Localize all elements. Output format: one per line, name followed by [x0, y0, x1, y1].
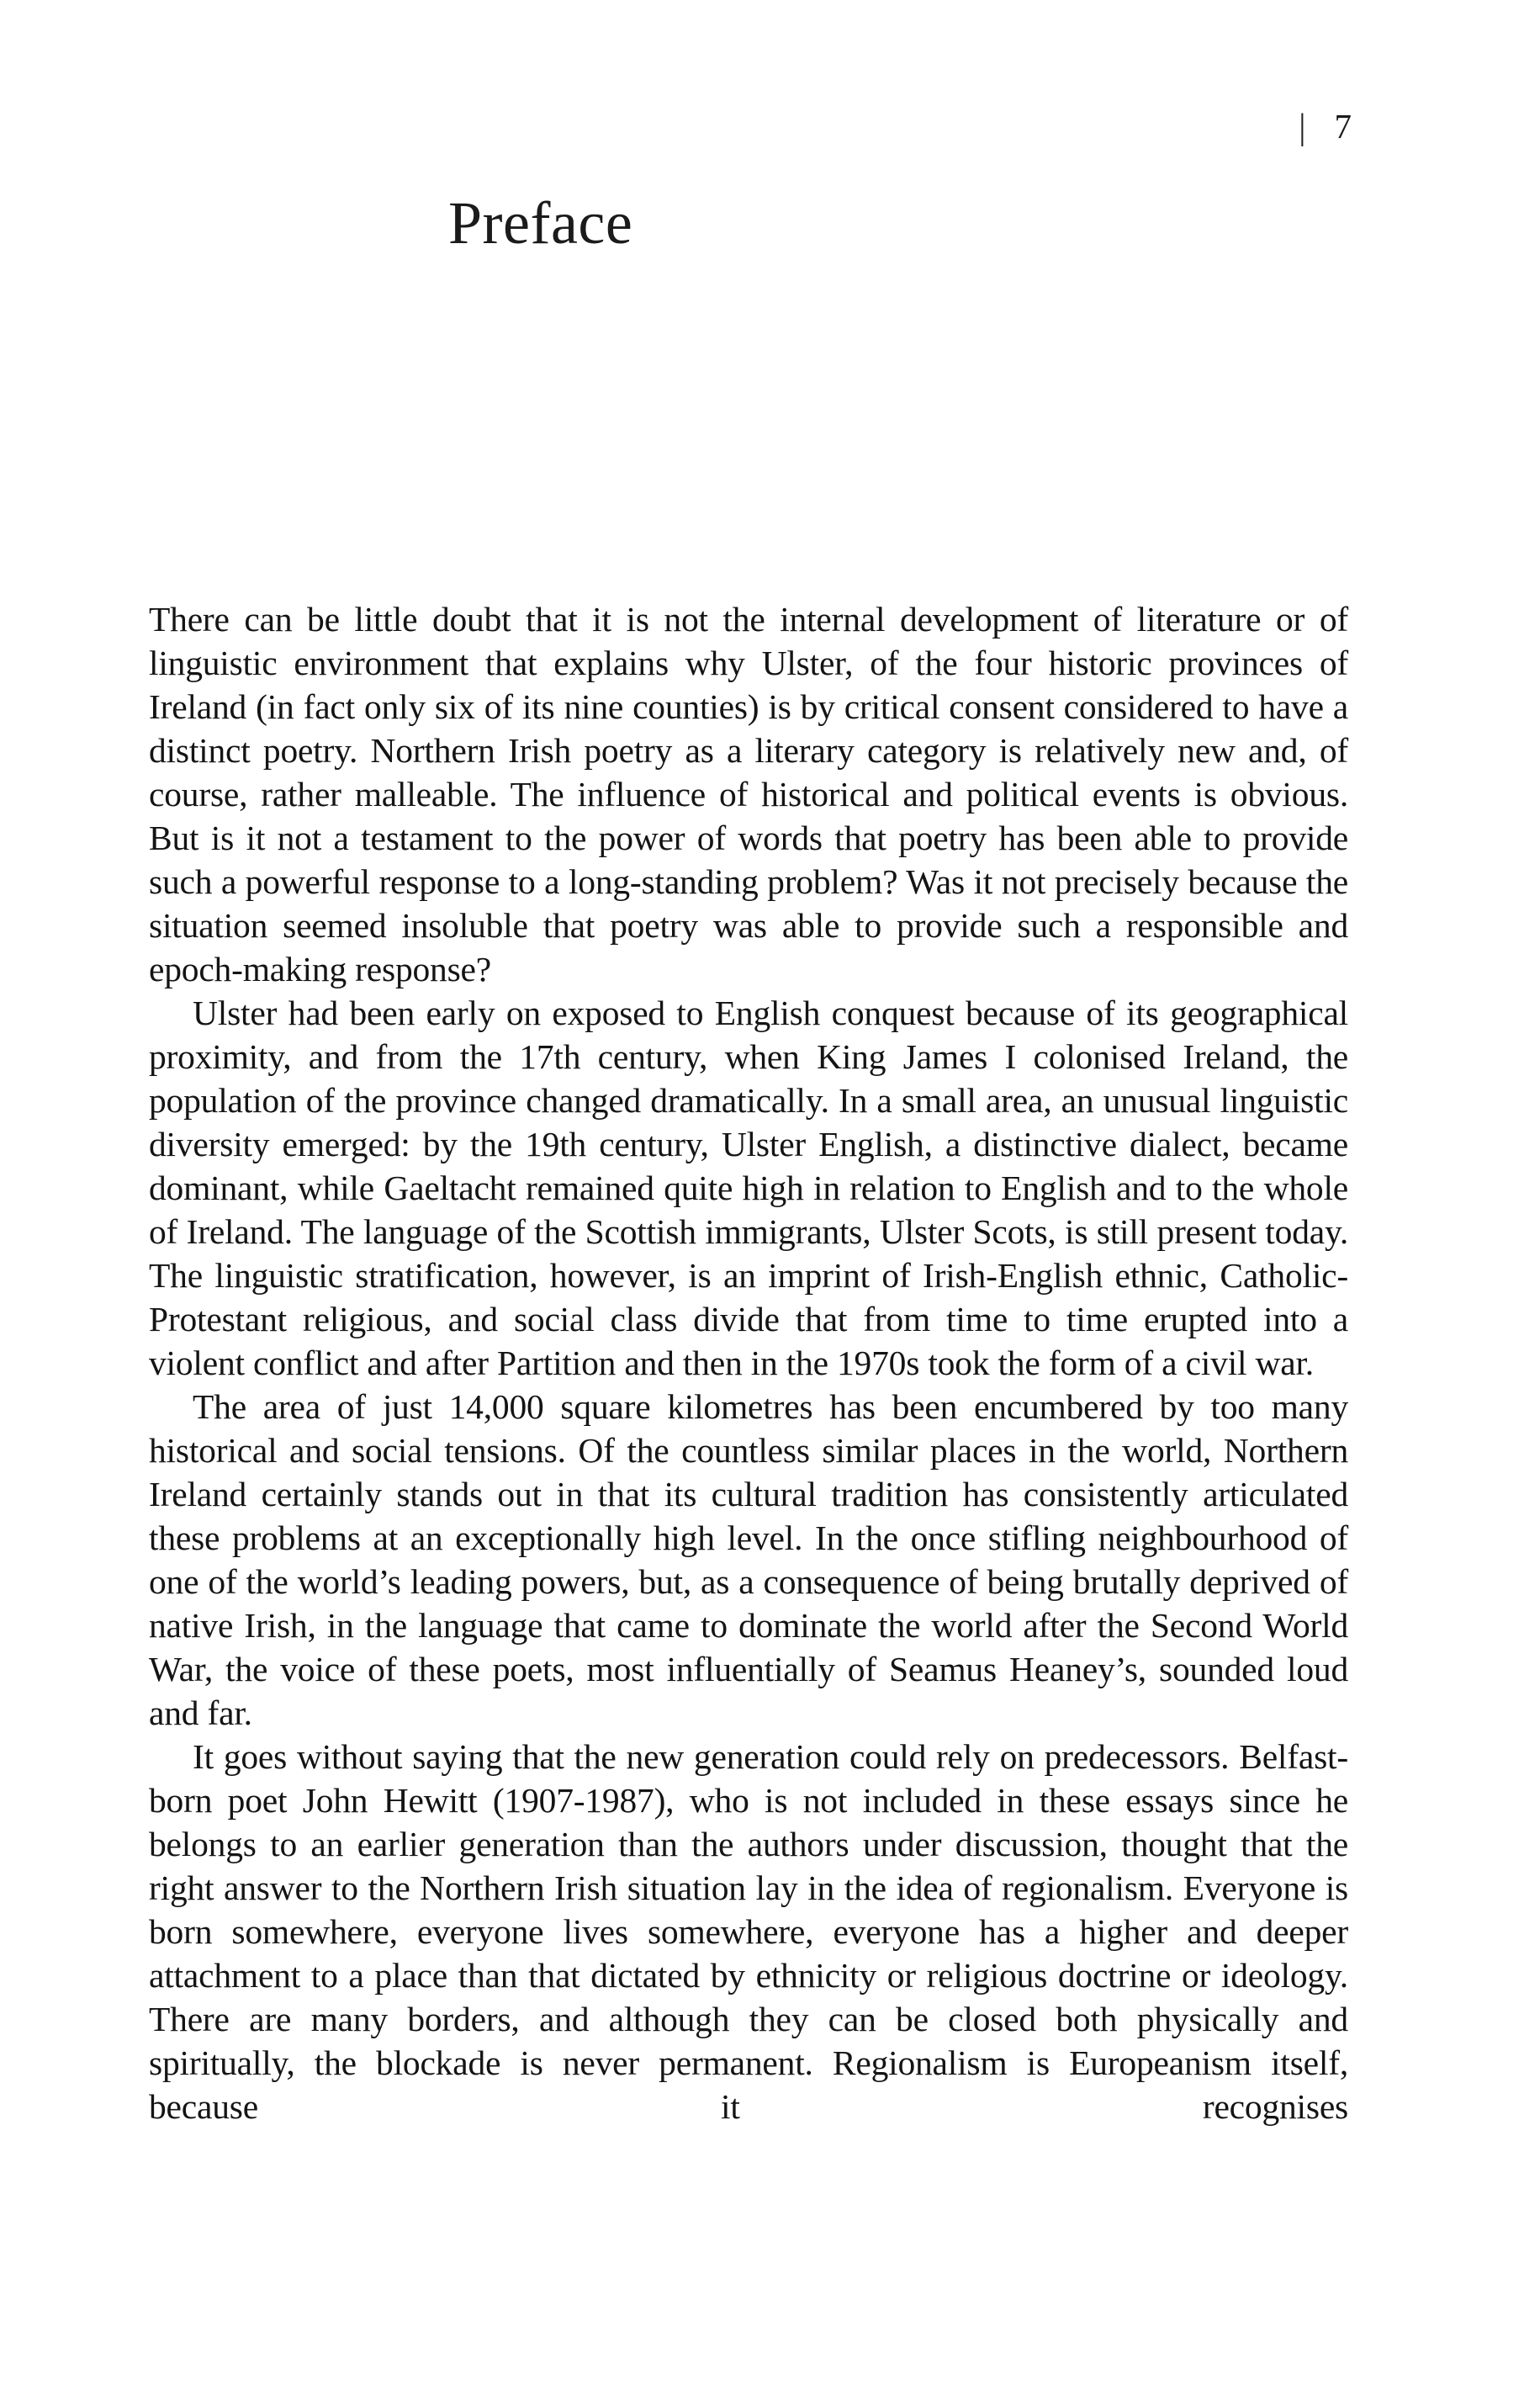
page-number-separator: | — [1299, 105, 1306, 147]
paragraph-1: There can be little doubt that it is not the internal development of literature or of linguistic environment that explains why Ulster, of the four historic provinces of Ireland (in fact only six of its nine counties) is by critical consent considered to have a distinct poetry. Northern Irish poetry as a literary category is relatively new and, of course, rather malleable. The influence of historical and political events is obvious. But is it not a testament to the power of words that poetry has been able to provide such a powerful response to a long-standing problem? Was it not precisely because the situation seemed insoluble that poetry was able to provide such a responsible and epoch-making response? — [149, 600, 1348, 988]
page-title: Preface — [448, 189, 633, 257]
paragraph-4: It goes without saying that the new generation could rely on predecessors. Belfast-born poet John Hewitt (1907-1987), who is not included in these essays since he belongs to an earlier generation than the authors under discussion, thought that the right answer to the Northern Irish situation lay in the idea of regionalism. Everyone is born somewhere, everyone lives somewhere, everyone has a higher and deeper attachment to a place than that dictated by ethnicity or religious doctrine or ideology. There are many borders, and although they can be closed both physically and spiritually, the blockade is never permanent. Regionalism is Europeanism itself, because it recognises — [149, 1737, 1348, 2126]
page-header — [1299, 106, 1352, 146]
paragraph-2: Ulster had been early on exposed to English conquest because of its geographical proximity, and from the 17th century, when King James I colonised Ireland, the population of the province changed dramatically. In a small area, an unusual linguistic diversity emerged: by the 19th century, Ulster English, a distinctive dialect, became dominant, while Gaeltacht remained quite high in relation to English and to the whole of Ireland. The language of the Scottish immigrants, Ulster Scots, is still present today. The linguistic stratification, however, is an imprint of Irish-English ethnic, Catholic-Protestant religious, and social class divide that from time to time erupted into a violent conflict and after Partition and then in the 1970s took the form of a civil war. — [149, 994, 1348, 1382]
preface-body — [149, 597, 1348, 2128]
page-number: 7 — [1334, 107, 1352, 146]
paragraph-3: The area of just 14,000 square kilometres has been encumbered by too many historical and social tensions. Of the countless similar places in the world, Northern Ireland certainly stands out in that its cultural tradition has consistently articulated these problems at an exceptionally high level. In the once stifling neighbourhood of one of the world’s leading powers, but, as a consequence of being brutally deprived of native Irish, in the language that came to dominate the world after the Second World War, the voice of these poets, most influentially of Seamus Heaney’s, sounded loud and far. — [149, 1387, 1348, 1732]
